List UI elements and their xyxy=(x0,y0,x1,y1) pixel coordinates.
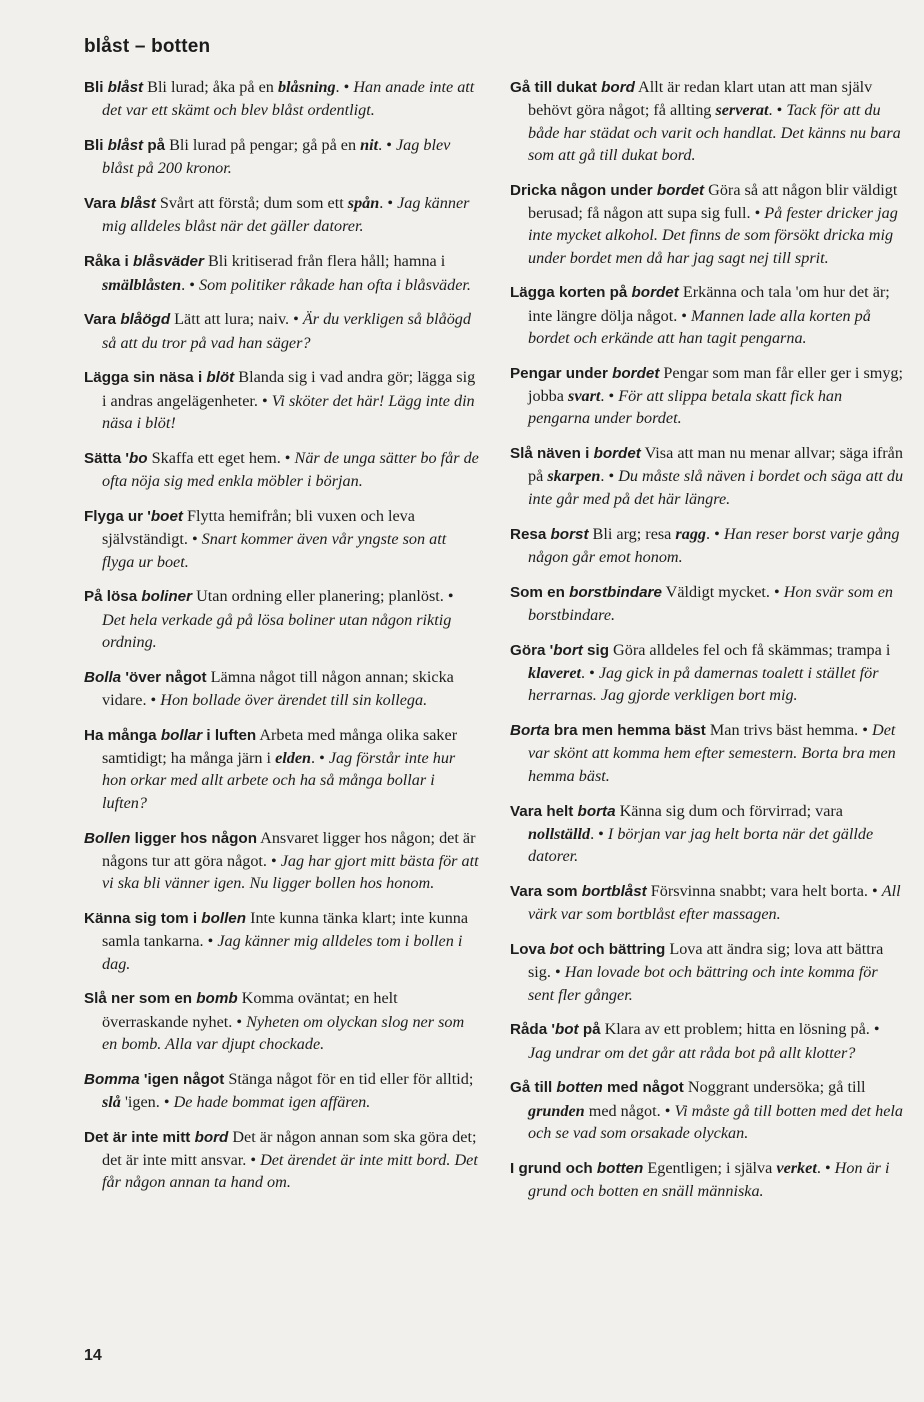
entry-example: All värk var som bortblåst efter massagen. xyxy=(528,881,901,924)
bullet-separator: • xyxy=(284,448,291,467)
entry-example: Hon bollade över ärendet till sin kollega. xyxy=(160,691,428,710)
entry-example: De hade bommat igen affären. xyxy=(173,1092,371,1111)
entry-headword xyxy=(510,941,665,958)
entry-definition: Lämna något till någon annan; skicka vidare. xyxy=(102,667,454,710)
bullet-separator: • xyxy=(191,530,198,549)
entry-example: Han anade inte att det var ett skämt och blev blåst ordentligt. xyxy=(102,78,475,120)
entry-example: När de unga sätter bo får de ofta nöja sig med enkla möbler i början. xyxy=(102,448,479,491)
headword-keyword: bordet xyxy=(656,181,705,199)
entry-definition: Man trivs bäst hemma. xyxy=(705,721,863,740)
entry-definition: Allt är redan klart utan att man själv behövt göra något; få allting xyxy=(528,78,873,120)
bullet-separator: • xyxy=(150,691,157,710)
dictionary-entry xyxy=(510,800,906,868)
headword-suffix: med något xyxy=(602,1079,684,1097)
headword-prefix: Flyga ur ' xyxy=(84,507,151,525)
entry-definition-cont: . xyxy=(816,1158,825,1177)
entry-definition: Svårt att förstå; dum som ett xyxy=(155,194,348,213)
bullet-separator: • xyxy=(262,391,268,410)
bullet-separator: • xyxy=(319,749,325,768)
entry-example: Det var skönt att komma hem efter semestern. Borta bra men hemma bäst. xyxy=(528,721,896,785)
entry-headword xyxy=(84,253,204,270)
bullet-separator: • xyxy=(776,101,783,120)
headword-keyword: bot xyxy=(554,1021,579,1039)
entry-definition: Klara av ett problem; hitta en lösning på. xyxy=(600,1020,874,1039)
entry-definition: Bli arg; resa xyxy=(588,524,676,543)
headword-prefix: Bli xyxy=(84,79,108,96)
entry-definition: Stänga något för en tid eller för alltid; xyxy=(224,1069,474,1088)
entry-headword xyxy=(84,79,143,96)
headword-prefix: Resa xyxy=(510,525,551,543)
entry-definition-cont: . xyxy=(335,78,344,96)
entry-synonym: skarpen xyxy=(547,467,601,486)
headword-prefix: Ha många xyxy=(84,726,161,744)
entry-synonym: smälblåsten xyxy=(102,275,182,294)
headword-prefix: Dricka någon under xyxy=(510,181,657,199)
entry-synonym: svart xyxy=(568,387,601,406)
headword-keyword: Borta xyxy=(510,722,550,740)
headword-keyword: bo xyxy=(128,449,148,467)
entry-example: Hon svär som en borstbindare. xyxy=(528,582,893,624)
headword-keyword: boet xyxy=(150,507,183,525)
dictionary-entry xyxy=(84,134,480,180)
dictionary-entry xyxy=(84,366,480,434)
entry-headword xyxy=(510,1079,684,1096)
dictionary-entry xyxy=(510,281,906,349)
dictionary-entry xyxy=(84,585,480,653)
headword-keyword: Bolla xyxy=(84,668,122,686)
dictionary-entry xyxy=(84,250,480,296)
entry-definition-cont: . xyxy=(706,524,715,543)
entry-example: Jag har gjort mitt bästa för att vi ska bli vänner igen. Nu ligger bollen hos honom. xyxy=(102,851,479,893)
entry-definition-cont: . xyxy=(181,275,190,294)
entry-example: Han lovade bot och bättring och inte komma för sent fler gånger. xyxy=(528,963,878,1004)
headword-keyword: bollar xyxy=(160,726,203,744)
entry-example: Hon är i grund och botten en snäll människa. xyxy=(528,1158,890,1201)
entry-definition: Bli kritiserad från flera håll; hamna i xyxy=(203,252,446,271)
headword-keyword: boliner xyxy=(141,588,193,606)
bullet-separator: • xyxy=(598,824,604,843)
dictionary-entry xyxy=(84,1126,480,1194)
entry-example: Nyheten om olyckan slog ner som en bomb. Alla var djupt chockade. xyxy=(102,1012,465,1053)
headword-keyword: bordet xyxy=(631,284,679,302)
left-column xyxy=(84,76,480,1206)
headword-prefix: Lägga korten på xyxy=(510,284,632,302)
bullet-separator: • xyxy=(862,721,868,740)
dictionary-entry xyxy=(510,362,906,430)
right-column xyxy=(510,76,906,1215)
headword-prefix: Göra ' xyxy=(510,641,554,659)
headword-prefix: På lösa xyxy=(84,588,142,606)
dictionary-entry xyxy=(510,719,906,787)
entry-example: Vi måste gå till botten med det hela och se vad som orsakade olyckan. xyxy=(528,1101,903,1143)
headword-keyword: borstbindare xyxy=(569,583,662,601)
headword-keyword: blåst xyxy=(107,137,144,155)
entry-headword xyxy=(510,1021,601,1038)
entry-headword xyxy=(84,830,257,847)
dictionary-entry xyxy=(510,1157,906,1203)
entry-definition: Ansvaret ligger hos någon; det är någons tur att göra något. xyxy=(102,828,476,870)
entry-synonym: nollställd xyxy=(528,824,591,843)
bullet-separator: • xyxy=(754,203,761,222)
entry-definition-cont: . xyxy=(379,194,388,213)
entry-definition: Erkänna och tala 'om hur det är; inte längre dölja något. xyxy=(528,283,890,325)
entry-headword xyxy=(84,508,183,525)
bullet-separator: • xyxy=(681,306,687,325)
entry-example: I början var jag helt borta när det gällde datorer. xyxy=(528,824,874,866)
running-head: blåst – botten xyxy=(84,36,211,57)
headword-keyword: botten xyxy=(556,1079,603,1097)
headword-prefix: Känna sig tom i xyxy=(84,909,202,927)
dictionary-entry xyxy=(510,938,906,1006)
dictionary-entry xyxy=(84,987,480,1055)
entry-headword xyxy=(84,990,238,1007)
entry-synonym: slå xyxy=(102,1092,121,1111)
headword-keyword: bomb xyxy=(196,990,238,1008)
bullet-separator: • xyxy=(873,1020,880,1039)
dictionary-entry xyxy=(84,76,480,122)
bullet-separator: • xyxy=(714,524,720,543)
entry-definition: Göra så att någon blir väldigt berusad; få någon att supa sig full. xyxy=(528,180,898,222)
entry-synonym: verket xyxy=(776,1158,817,1177)
dictionary-entry xyxy=(84,1068,480,1114)
entry-synonym: nit xyxy=(360,136,379,155)
entry-headword xyxy=(84,910,246,927)
entry-example: Jag gick in på damernas toalett i stället för herrarnas. Jag gjorde verkligen bort mig. xyxy=(528,664,879,705)
entry-headword xyxy=(510,642,609,659)
entry-headword xyxy=(84,137,165,154)
entry-synonym: grunden xyxy=(528,1101,585,1120)
entry-headword xyxy=(510,445,641,462)
headword-prefix: Lova xyxy=(510,941,550,958)
entry-definition: Lätt att lura; naiv. xyxy=(170,310,294,329)
bullet-separator: • xyxy=(189,275,195,294)
entry-headword xyxy=(84,450,148,467)
entry-example: Jag känner mig alldeles blåst när det gäller datorer. xyxy=(102,194,470,236)
entry-example: Är du verkligen så blåögd så att du tror på vad han säger? xyxy=(102,310,471,352)
headword-prefix: Råda ' xyxy=(510,1021,555,1039)
entry-definition: Göra alldeles fel och få skämmas; trampa i xyxy=(608,640,891,659)
entry-definition-cont: . xyxy=(581,664,590,683)
entry-headword xyxy=(84,1071,224,1088)
entry-headword xyxy=(510,722,706,739)
bullet-separator: • xyxy=(250,1151,257,1170)
dictionary-entry xyxy=(510,179,906,269)
headword-prefix: Råka i xyxy=(84,253,133,271)
entry-definition-cont: . xyxy=(311,749,320,768)
entry-definition-cont: . xyxy=(590,824,599,843)
entry-definition: Pengar som man får eller ger i smyg; jobba xyxy=(528,363,904,406)
entry-example: Du måste slå näven i bordet och säga att du inte går med på det här längre. xyxy=(528,467,904,508)
headword-suffix: bra men hemma bäst xyxy=(549,722,706,740)
headword-keyword: borst xyxy=(550,525,589,543)
headword-prefix: Vara helt xyxy=(510,802,578,820)
dictionary-entry xyxy=(510,523,906,569)
entry-example: Vi sköter det här! Lägg inte din näsa i blöt! xyxy=(102,391,475,433)
entry-headword xyxy=(84,195,156,212)
dictionary-entry xyxy=(84,308,480,354)
entry-synonym: ragg xyxy=(675,524,707,543)
dictionary-entry xyxy=(510,1076,906,1144)
headword-keyword: Bomma xyxy=(84,1070,140,1088)
headword-prefix: Som en xyxy=(510,583,570,601)
headword-keyword: borta xyxy=(577,802,616,820)
entry-example: För att slippa betala skatt fick han pengarna under bordet. xyxy=(528,387,843,428)
headword-keyword: bollen xyxy=(201,909,247,927)
headword-keyword: blåst xyxy=(107,79,144,96)
headword-keyword: blöt xyxy=(206,369,235,387)
headword-suffix: i luften xyxy=(202,726,257,744)
bullet-separator: • xyxy=(447,587,454,606)
bullet-separator: • xyxy=(664,1101,671,1120)
entry-definition: Det är någon annan som ska göra det; det är inte mitt ansvar. xyxy=(102,1127,477,1170)
entry-definition: Bli lurad på pengar; gå på en xyxy=(165,136,361,155)
headword-prefix: Sätta ' xyxy=(84,449,129,467)
entry-synonym: spån xyxy=(347,194,380,213)
entry-definition: Skaffa ett eget hem. xyxy=(147,448,285,467)
entry-example: Han reser borst varje gång någon går emot honom. xyxy=(528,524,900,566)
entry-headword xyxy=(510,1160,643,1177)
dictionary-entry xyxy=(84,447,480,493)
headword-keyword: Bollen xyxy=(84,829,131,847)
entry-headword xyxy=(510,284,679,301)
headword-prefix: Slå näven i xyxy=(510,445,594,463)
entry-definition-cont: . xyxy=(600,467,609,486)
entry-definition: Visa att man nu menar allvar; säga ifrån på xyxy=(528,444,903,486)
entry-example: Jag blev blåst på 200 kronor. xyxy=(102,136,451,178)
entry-definition: Blanda sig i vad andra gör; lägga sig i andras angelägenheter. xyxy=(102,368,476,410)
headword-prefix: Pengar under xyxy=(510,364,613,382)
entry-definition: Komma oväntat; en helt överraskande nyhet. xyxy=(102,989,398,1031)
headword-suffix: och bättring xyxy=(573,941,666,958)
headword-keyword: bord xyxy=(601,79,635,96)
entry-headword xyxy=(84,588,192,605)
entry-definition-cont: . xyxy=(768,101,777,120)
bullet-separator: • xyxy=(386,136,392,155)
entry-synonym: klaveret xyxy=(528,664,582,683)
bullet-separator: • xyxy=(774,582,780,601)
entry-example: Mannen lade alla korten på bordet och erkände att han tagit pengarna. xyxy=(528,306,871,347)
entry-headword xyxy=(510,526,589,543)
entry-example: Jag undrar om det går att råda bot på allt klotter? xyxy=(528,1043,856,1062)
entry-example: Snart kommer även vår yngste son att flyga ur boet. xyxy=(102,530,447,571)
entry-headword xyxy=(84,369,234,386)
headword-suffix: ligger hos någon xyxy=(130,829,257,847)
entry-headword xyxy=(510,803,616,820)
headword-prefix: Vara xyxy=(84,311,121,329)
bullet-separator: • xyxy=(824,1158,831,1177)
entry-headword xyxy=(84,669,207,686)
bullet-separator: • xyxy=(589,664,595,683)
dictionary-entry xyxy=(510,442,906,510)
entry-definition-cont: . xyxy=(378,136,387,155)
dictionary-entry xyxy=(84,724,480,814)
entry-headword xyxy=(510,79,635,96)
entry-example: Jag känner mig alldeles tom i bollen i dag. xyxy=(102,932,463,973)
headword-keyword: bordet xyxy=(612,364,660,382)
bullet-separator: • xyxy=(293,310,299,329)
dictionary-entry xyxy=(84,827,480,895)
entry-example: Det ärendet är inte mitt bord. Det får någon annan ta hand om. xyxy=(102,1151,478,1192)
headword-prefix: I grund och xyxy=(510,1159,597,1177)
headword-prefix: Slå ner som en xyxy=(84,990,197,1008)
entry-example: Det hela verkade gå på lösa boliner utan någon riktig ordning. xyxy=(102,610,452,651)
bullet-separator: • xyxy=(343,78,350,96)
entry-headword xyxy=(510,182,704,199)
entry-definition: Flytta hemifrån; bli vuxen och leva självständigt. xyxy=(102,506,415,549)
entry-synonym: serverat xyxy=(715,101,769,120)
dictionary-entry xyxy=(510,639,906,707)
entry-headword xyxy=(510,584,662,601)
headword-suffix: på xyxy=(578,1021,601,1039)
headword-keyword: botten xyxy=(596,1159,644,1177)
entry-definition: Inte kunna tänka klart; inte kunna samla tankarna. xyxy=(102,908,469,951)
headword-prefix: Lägga sin näsa i xyxy=(84,369,207,387)
dictionary-entry xyxy=(84,666,480,712)
headword-keyword: blåsväder xyxy=(132,253,204,271)
entry-example: På fester dricker jag inte mycket alkohol. Det finns de som försökt dricka mig under bordet men då har jag sagt nej till sprit. xyxy=(528,203,898,267)
entry-definition: Noggrant undersöka; gå till xyxy=(683,1078,866,1097)
headword-prefix: Vara xyxy=(84,195,121,213)
bullet-separator: • xyxy=(608,387,615,406)
page-number: 14 xyxy=(84,1347,102,1364)
entry-definition: Känna sig dum och förvirrad; vara xyxy=(615,801,843,820)
entry-headword xyxy=(84,311,170,328)
entry-definition-cont: med något. xyxy=(584,1101,665,1120)
headword-suffix: 'igen något xyxy=(139,1070,225,1088)
headword-keyword: bot xyxy=(549,941,574,958)
entry-definition-cont: . xyxy=(600,387,609,406)
entry-headword xyxy=(84,1129,228,1146)
bullet-separator: • xyxy=(387,194,394,213)
entry-synonym: blåsning xyxy=(277,78,336,96)
dictionary-entry xyxy=(510,581,906,627)
entry-definition-cont: 'igen. xyxy=(120,1092,164,1111)
headword-keyword: bortblåst xyxy=(581,882,647,900)
entry-example: Tack för att du både har städat och varit och handlat. Det känns nu bara som att gå till dukat bord. xyxy=(528,101,901,164)
entry-definition: Försvinna snabbt; vara helt borta. xyxy=(646,881,872,900)
entry-headword xyxy=(84,727,256,744)
bullet-separator: • xyxy=(608,467,615,486)
headword-prefix: Gå till dukat xyxy=(510,79,602,96)
bullet-separator: • xyxy=(236,1012,243,1031)
dictionary-entry xyxy=(510,1018,906,1064)
entry-example: Som politiker råkade han ofta i blåsväder. xyxy=(198,275,471,294)
entry-definition: Arbeta med många olika saker samtidigt; ha många järn i xyxy=(102,725,458,768)
bullet-separator: • xyxy=(871,881,878,900)
dictionary-entry xyxy=(84,505,480,573)
entry-headword xyxy=(510,365,659,382)
entry-definition: Utan ordning eller planering; planlöst. xyxy=(192,587,448,606)
headword-prefix: Gå till xyxy=(510,1079,557,1097)
headword-keyword: blåögd xyxy=(120,311,171,329)
headword-keyword: bordet xyxy=(593,445,641,463)
bullet-separator: • xyxy=(207,932,214,951)
bullet-separator: • xyxy=(163,1092,170,1111)
dictionary-entry xyxy=(510,76,906,166)
entry-headword xyxy=(510,883,647,900)
entry-synonym: elden xyxy=(275,749,312,768)
headword-suffix: 'över något xyxy=(121,668,207,686)
dictionary-entry xyxy=(84,192,480,238)
dictionary-entry xyxy=(84,907,480,975)
entry-definition: Väldigt mycket. xyxy=(661,582,775,601)
entry-definition: Egentligen; i själva xyxy=(643,1158,777,1177)
headword-prefix: Det är inte mitt xyxy=(84,1128,195,1146)
headword-prefix: Bli xyxy=(84,137,108,155)
headword-keyword: bort xyxy=(553,641,583,659)
headword-suffix: på xyxy=(143,137,166,155)
entry-example: Jag förstår inte hur hon orkar med allt arbete och ha så många bollar i luften? xyxy=(102,749,456,812)
bullet-separator: • xyxy=(555,963,561,982)
entry-definition: Bli lurad; åka på en xyxy=(143,78,278,96)
headword-suffix: sig xyxy=(582,641,609,659)
headword-prefix: Vara som xyxy=(510,882,582,900)
headword-keyword: bord xyxy=(194,1128,229,1146)
entry-definition: Lova att ändra sig; lova att bättra sig. xyxy=(528,940,884,982)
bullet-separator: • xyxy=(271,851,277,870)
dictionary-entry xyxy=(510,880,906,926)
headword-keyword: blåst xyxy=(120,195,156,213)
